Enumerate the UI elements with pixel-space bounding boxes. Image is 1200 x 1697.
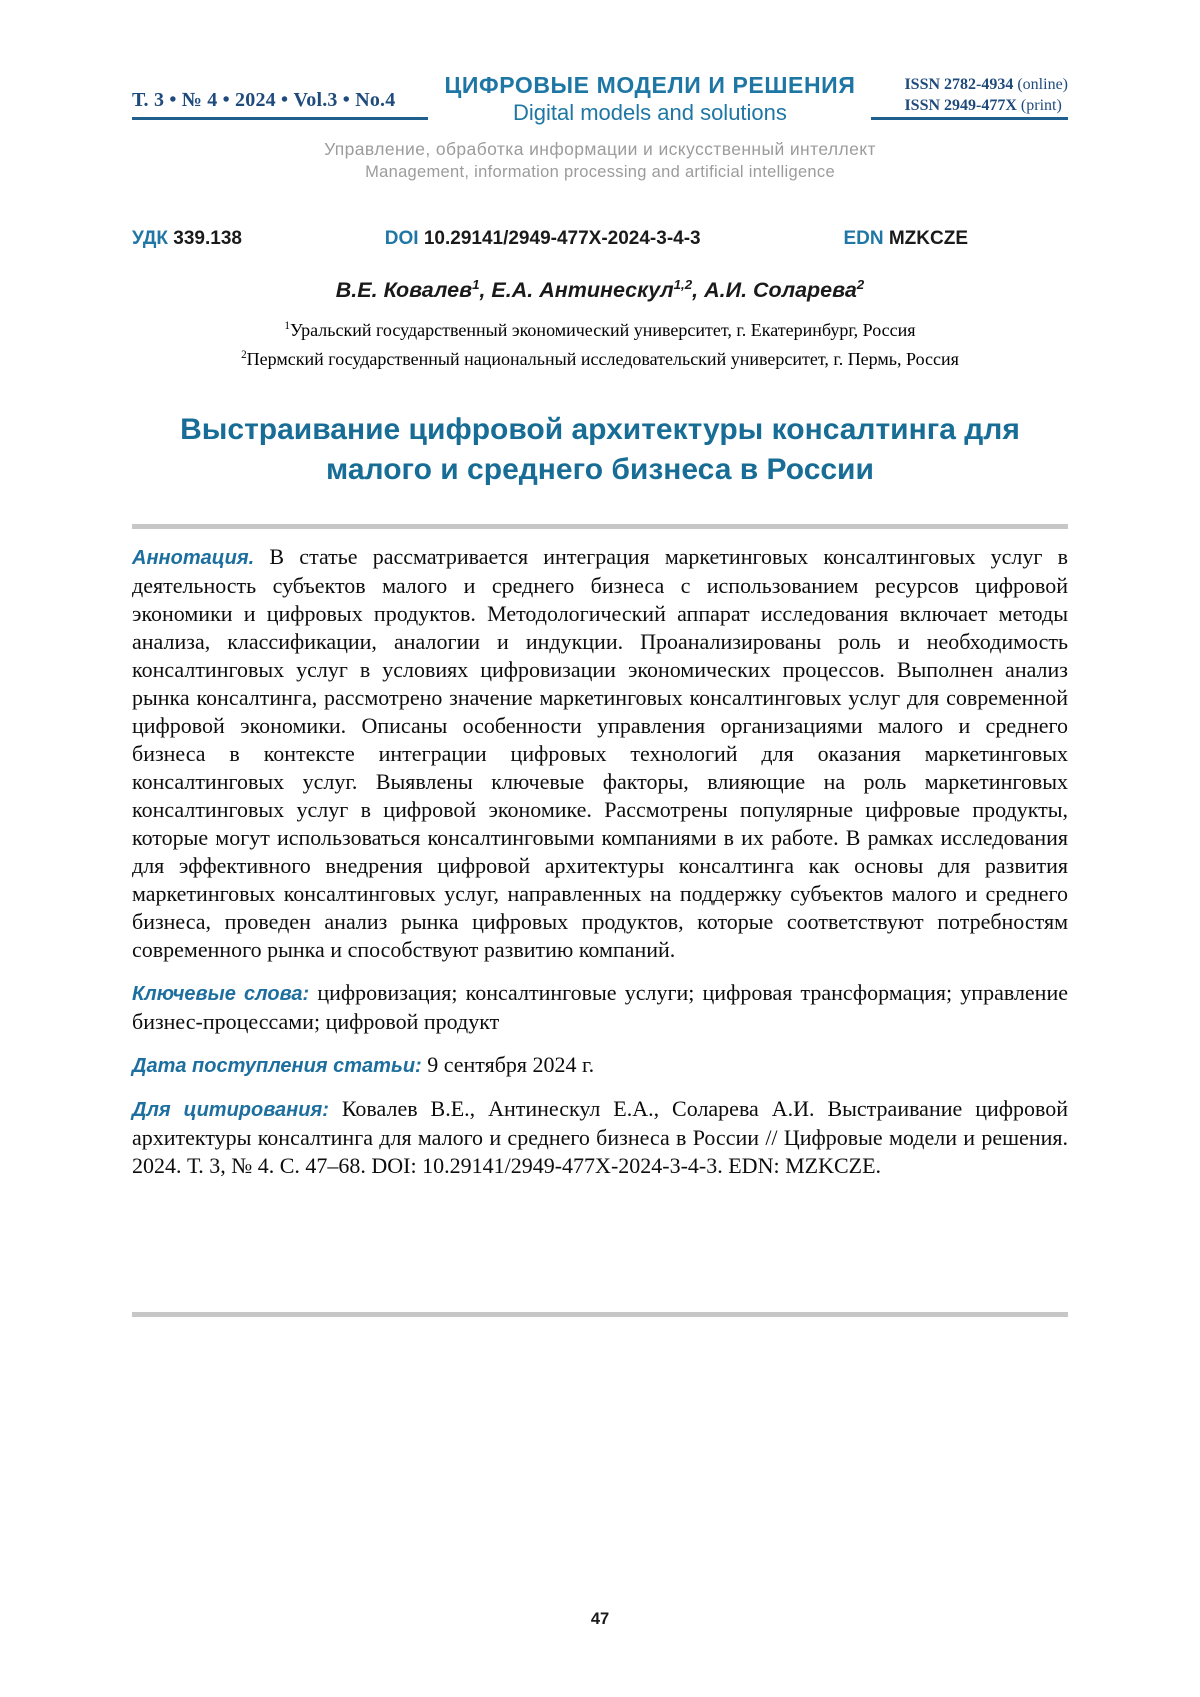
- article-title: Выстраивание цифровой архитектуры консалтинга для малого и среднего бизнеса в России: [180, 413, 1020, 487]
- affiliations: [132, 316, 1068, 374]
- abstract-text: В статье рассматривается интеграция маркетинговых консалтинговых услуг в деятельность субъектов малого и среднего бизнеса с использованием ресурсов цифровой экономики и цифровых продуктов. Методологический аппарат исследования включает методы анализа, классификации, аналогии и индукции. Проанализированы роль и необходимость консалтинговых услуг в условиях цифровизации экономических процессов. Выполнен анализ рынка консалтинга, рассмотрено значение маркетинговых консалтинговых услуг для современной цифровой экономики. Описаны особенности управления организациями малого и среднего бизнеса в контексте интеграции цифровых технологий для оказания маркетинговых консалтинговых услуг. Выявлены ключевые факторы, влияющие на роль маркетинговых консалтинговых услуг в цифровой экономике. Рассмотрены популярные цифровые продукты, которые могут использоваться консалтинговыми компаниями в их работе. В рамках исследования для эффективного внедрения цифровой архитектуры консалтинга как основы для развития маркетинговых консалтинговых услуг, направленных на поддержку субъектов малого и среднего бизнеса, проведен анализ рынка цифровых продуктов, которые соответствуют потребностям современного рынка и способствуют развитию компаний.: [132, 544, 1069, 963]
- edn: [843, 228, 968, 250]
- citation-label: Для цитирования:: [132, 1099, 329, 1122]
- received-value: 9 сентября 2024 г.: [427, 1052, 595, 1078]
- received-paragraph: [132, 1051, 1068, 1080]
- authors-line: В.Е. Ковалев$^1$, Е.А. Антинескул$^{1,2}$, А.И. Соларева$^2$: [335, 276, 865, 302]
- doi: [385, 228, 701, 250]
- volume-info: Т. 3 • № 4 • 2024 • Vol.3 • No.4: [132, 89, 396, 111]
- journal-header: [132, 0, 1068, 182]
- udc-label: УДК: [132, 228, 168, 249]
- section-title-en: Management, information processing and artificial intelligence: [365, 163, 835, 181]
- affiliation-line-1: $^1$Уральский государственный экономический университет, г. Екатеринбург, Россия: [284, 320, 916, 340]
- section-header: [132, 139, 1068, 182]
- keywords-text: цифровизация; консалтинговые услуги; цифровая трансформация; управление бизнес-процессами; цифровой продукт: [132, 980, 1068, 1035]
- edn-value: MZKCZE: [888, 228, 968, 249]
- issn-block: [904, 74, 1068, 117]
- bottom-divider: [132, 1312, 1068, 1317]
- udc-value: 339.138: [173, 228, 242, 249]
- top-divider: [132, 524, 1068, 529]
- abstract-label: Аннотация.: [132, 547, 255, 570]
- journal-title-en: Digital models and solutions: [512, 100, 787, 125]
- journal-title: [428, 72, 871, 127]
- keywords-paragraph: [132, 979, 1068, 1036]
- abstract-paragraph: [132, 543, 1068, 964]
- affiliation-line-2: $^2$Пермский государственный национальный исследовательский университет, г. Пермь, Россия: [241, 349, 959, 370]
- doi-label: DOI: [384, 228, 419, 249]
- citation-text: Ковалев В.Е., Антинескул Е.А., Соларева А.И. Выстраивание цифровой архитектуры консалтинга для малого и среднего бизнеса в России // Цифровые модели и решения. 2024. Т. 3, № 4. С. 47–68. DOI: 10.29141/2949-477X-2024-3-4-3. EDN: MZKCZE.: [132, 1096, 1069, 1179]
- journal-title-ru: ЦИФРОВЫЕ МОДЕЛИ И РЕШЕНИЯ: [444, 72, 856, 98]
- issn-online: ISSN 2782-4934 (online): [904, 75, 1068, 93]
- page-number: 47: [590, 1610, 610, 1628]
- issn-print: ISSN 2949-477X (print): [904, 97, 1062, 115]
- keywords-label: Ключевые слова:: [132, 983, 310, 1006]
- doi-value: 10.29141/2949-477X-2024-3-4-3: [423, 228, 701, 249]
- received-label: Дата поступления статьи:: [132, 1055, 422, 1078]
- edn-label: EDN: [843, 228, 884, 249]
- section-title-ru: Управление, обработка информации и искусственный интеллект: [324, 139, 876, 159]
- udc: [132, 228, 242, 250]
- article-meta-row: [132, 228, 1068, 250]
- citation-paragraph: [132, 1095, 1068, 1180]
- article-front-matter: [132, 543, 1068, 1180]
